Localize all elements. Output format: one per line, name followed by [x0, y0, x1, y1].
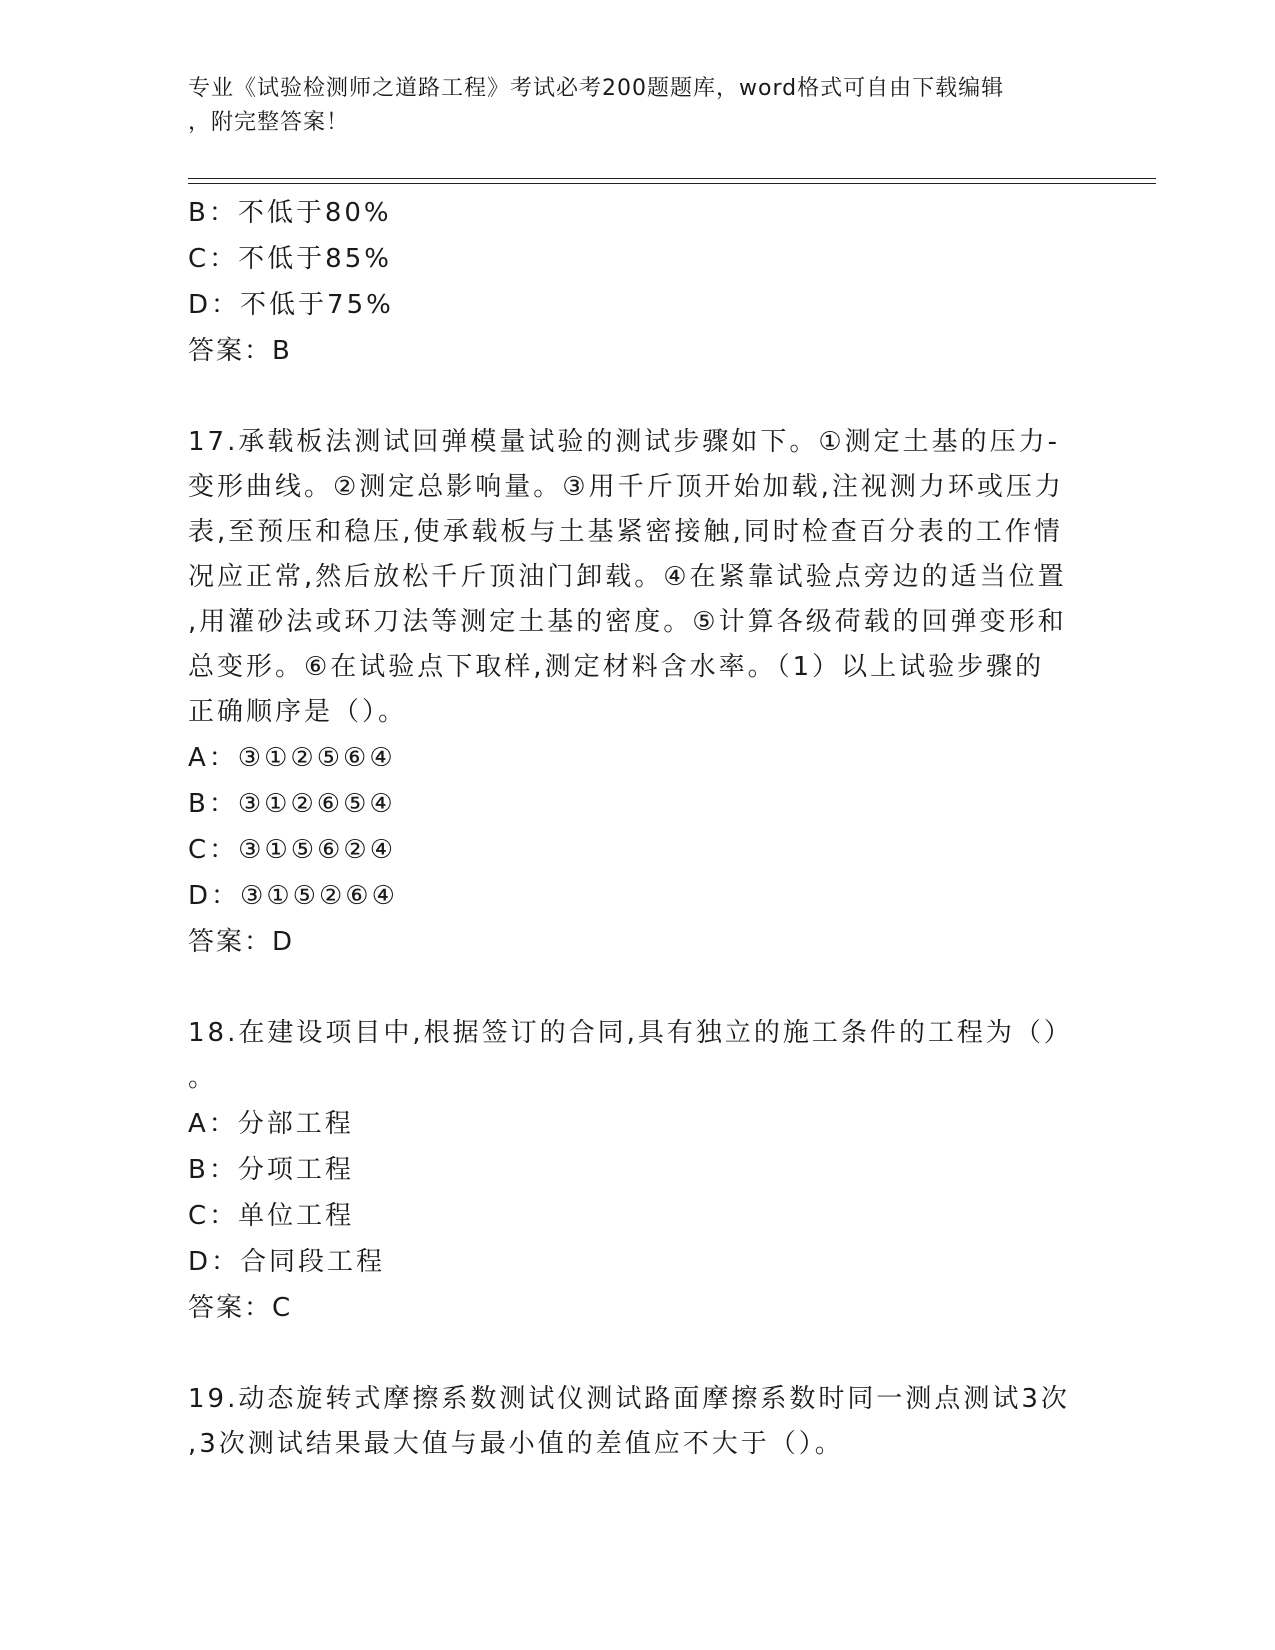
page-header	[188, 72, 1068, 140]
option-d: D：合同段工程	[188, 1247, 386, 1277]
question-text-line: 17.承载板法测试回弹模量试验的测试步骤如下。①测定土基的压力-	[188, 427, 1061, 457]
question-text-line: 变形曲线。②测定总影响量。③用千斤顶开始加载,注视测力环或压力	[188, 472, 1064, 502]
answer: 答案：B	[188, 336, 292, 366]
question-text-line: 表,至预压和稳压,使承载板与土基紧密接触,同时检查百分表的工作情	[188, 517, 1063, 547]
option-c: C：单位工程	[188, 1201, 355, 1231]
question-text-line: ,用灌砂法或环刀法等测定土基的密度。⑤计算各级荷载的回弹变形和	[188, 607, 1067, 637]
option-b: B：③①②⑥⑤④	[188, 789, 396, 819]
spacer	[188, 1331, 1088, 1377]
option-d: D：③①⑤②⑥④	[188, 881, 398, 911]
question-text-line: ,3次测试结果最大值与最小值的差值应不大于（）。	[188, 1429, 844, 1459]
question-text-line: 况应正常,然后放松千斤顶油门卸载。④在紧靠试验点旁边的适当位置	[188, 562, 1067, 592]
option-b: B：分项工程	[188, 1155, 354, 1185]
question-list	[188, 190, 1088, 1467]
option-a: A：分部工程	[188, 1109, 354, 1139]
header-divider-top	[188, 178, 1156, 179]
question-18	[188, 1011, 1088, 1331]
question-17	[188, 420, 1088, 965]
header-title-line-2: ，附完整答案！	[188, 110, 350, 135]
question-text-line: 18.在建设项目中,根据签订的合同,具有独立的施工条件的工程为（）	[188, 1018, 1073, 1048]
question-text-line: 正确顺序是（）。	[188, 697, 408, 727]
option-c: C：不低于85%	[188, 244, 392, 274]
question-text-line: 。	[188, 1063, 218, 1093]
header-divider-bottom	[188, 183, 1156, 184]
option-d: D：不低于75%	[188, 290, 394, 320]
question-text-line: 19.动态旋转式摩擦系数测试仪测试路面摩擦系数时同一测点测试3次	[188, 1384, 1070, 1414]
question-19	[188, 1377, 1088, 1467]
answer: 答案：C	[188, 1293, 293, 1323]
option-a: A：③①②⑤⑥④	[188, 743, 396, 773]
spacer	[188, 374, 1088, 420]
option-c: C：③①⑤⑥②④	[188, 835, 397, 865]
spacer	[188, 965, 1088, 1011]
question-text-line: 总变形。⑥在试验点下取样,测定材料含水率。（1）以上试验步骤的	[188, 652, 1045, 682]
header-title-line-1: 专业《试验检测师之道路工程》考试必考200题题库，word格式可自由下载编辑	[188, 76, 1005, 101]
option-b: B：不低于80%	[188, 198, 392, 228]
answer: 答案：D	[188, 927, 295, 957]
question-16-tail	[188, 190, 1088, 374]
